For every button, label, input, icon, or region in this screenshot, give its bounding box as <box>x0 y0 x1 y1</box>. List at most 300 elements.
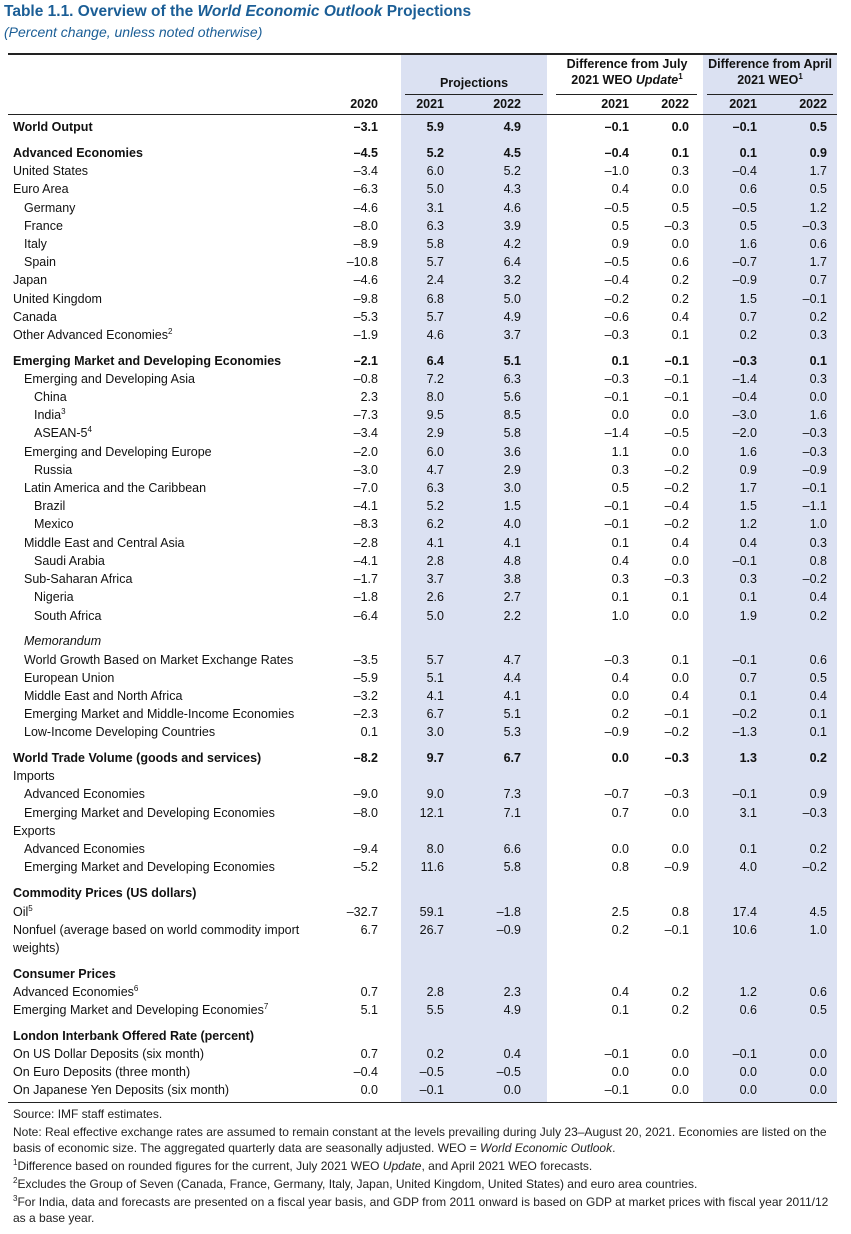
value-cell: 0.3 <box>611 572 629 586</box>
value-cell: 0.0 <box>739 1065 757 1079</box>
value-cell: –1.3 <box>732 725 757 739</box>
value-cell: 0.4 <box>671 310 689 324</box>
value-cell: –0.7 <box>604 787 629 801</box>
value-cell: –0.9 <box>664 860 689 874</box>
footnote-marker: 2 <box>167 327 173 336</box>
value-cell: 0.1 <box>671 146 689 160</box>
value-cell: 4.9 <box>503 310 521 324</box>
table-row <box>0 965 851 983</box>
value-cell: –0.9 <box>496 923 521 937</box>
table-bottom-rule <box>8 1102 837 1103</box>
value-cell: 6.0 <box>426 445 444 459</box>
value-cell: 26.7 <box>419 923 444 937</box>
value-cell: 5.1 <box>503 354 521 368</box>
table-row <box>0 1063 851 1081</box>
value-cell: 1.7 <box>809 164 827 178</box>
table-row <box>0 461 851 479</box>
value-cell: 0.4 <box>611 671 629 685</box>
value-cell: –32.7 <box>346 905 378 919</box>
value-cell: 5.0 <box>426 182 444 196</box>
row-label: China <box>34 390 67 404</box>
value-cell: –0.1 <box>664 923 689 937</box>
table-row <box>0 785 851 803</box>
value-cell: 0.5 <box>671 201 689 215</box>
value-cell: 0.4 <box>671 536 689 550</box>
value-cell: –1.4 <box>604 426 629 440</box>
table-row <box>0 370 851 388</box>
value-cell: 7.1 <box>503 806 521 820</box>
row-label: Other Advanced Economies$^2$ <box>13 327 173 342</box>
row-label: Low-Income Developing Countries <box>24 725 216 739</box>
row-label: Emerging Market and Developing Economies <box>13 354 282 368</box>
value-cell: –2.0 <box>353 445 378 459</box>
table-row <box>0 983 851 1001</box>
row-label: Commodity Prices (US dollars) <box>13 886 197 900</box>
value-cell: 2.8 <box>426 985 444 999</box>
table-row <box>0 1027 851 1045</box>
value-cell: –2.0 <box>732 426 757 440</box>
value-cell: 0.2 <box>809 310 827 324</box>
value-cell: 5.6 <box>503 390 521 404</box>
value-cell: 0.2 <box>671 292 689 306</box>
row-label: Advanced Economies <box>24 842 145 856</box>
value-cell: 0.5 <box>809 182 827 196</box>
value-cell: –8.2 <box>353 751 378 765</box>
value-cell: 5.2 <box>426 499 444 513</box>
table-row <box>0 352 851 370</box>
value-cell: 0.3 <box>809 372 827 386</box>
value-cell: 0.7 <box>360 1047 378 1061</box>
value-cell: 5.7 <box>426 653 444 667</box>
value-cell: 0.5 <box>611 219 629 233</box>
value-cell: 1.3 <box>739 751 757 765</box>
row-label: Middle East and North Africa <box>24 689 183 703</box>
general-note: Note: Real effective exchange rates are assumed to remain constant at the levels prevailing during July 23–August 20, 2021. Economies are listed on the basis of economic size. The aggregated quarterly data are seasonally adjusted. WEO = World Economic Outlook. <box>13 1125 827 1155</box>
value-cell: 59.1 <box>419 905 444 919</box>
value-cell: 0.0 <box>611 408 629 422</box>
value-cell: 2.9 <box>503 463 521 477</box>
value-cell: –1.8 <box>496 905 521 919</box>
year-2020: 2020 <box>350 97 378 111</box>
table-row <box>0 162 851 180</box>
value-cell: 0.7 <box>611 806 629 820</box>
value-cell: 6.4 <box>503 255 521 269</box>
footnote-marker: 6 <box>133 984 139 993</box>
table-row <box>0 939 851 957</box>
value-cell: –0.1 <box>604 517 629 531</box>
year-2021-april: 2021 <box>729 97 757 111</box>
row-label: Advanced Economies <box>13 146 143 160</box>
value-cell: –0.2 <box>664 517 689 531</box>
value-cell: –0.2 <box>802 860 827 874</box>
value-cell: 0.9 <box>809 146 827 160</box>
value-cell: –4.6 <box>353 201 378 215</box>
value-cell: 6.0 <box>426 164 444 178</box>
table-row <box>0 497 851 515</box>
value-cell: 0.2 <box>611 923 629 937</box>
row-label: Emerging Market and Developing Economies <box>24 806 275 820</box>
value-cell: 0.6 <box>739 1003 757 1017</box>
value-cell: –0.1 <box>419 1083 444 1097</box>
table-row <box>0 651 851 669</box>
value-cell: 5.3 <box>503 725 521 739</box>
row-label: Spain <box>24 255 56 269</box>
value-cell: –3.0 <box>353 463 378 477</box>
table-row <box>0 424 851 442</box>
value-cell: 0.1 <box>611 354 629 368</box>
value-cell: 0.0 <box>671 1065 689 1079</box>
value-cell: 5.5 <box>426 1003 444 1017</box>
value-cell: 4.3 <box>503 182 521 196</box>
value-cell: 1.9 <box>739 609 757 623</box>
value-cell: 0.6 <box>809 653 827 667</box>
row-label: Nigeria <box>34 590 74 604</box>
table-row <box>0 921 851 939</box>
value-cell: 4.9 <box>503 120 521 134</box>
value-cell: 0.0 <box>611 751 629 765</box>
table-row <box>0 290 851 308</box>
value-cell: 0.3 <box>809 328 827 342</box>
table-row <box>0 253 851 271</box>
value-cell: –0.3 <box>732 354 757 368</box>
value-cell: 6.6 <box>503 842 521 856</box>
value-cell: 3.6 <box>503 445 521 459</box>
value-cell: 3.2 <box>503 273 521 287</box>
value-cell: 6.3 <box>503 372 521 386</box>
value-cell: 8.5 <box>503 408 521 422</box>
value-cell: –7.0 <box>353 481 378 495</box>
value-cell: 4.9 <box>503 1003 521 1017</box>
value-cell: 4.8 <box>503 554 521 568</box>
table-title: Table 1.1. Overview of the World Economic Outlook Projections <box>4 3 472 20</box>
value-cell: 5.2 <box>503 164 521 178</box>
value-cell: –0.1 <box>732 554 757 568</box>
value-cell: 17.4 <box>732 905 757 919</box>
value-cell: –0.1 <box>664 354 689 368</box>
row-label: South Africa <box>34 609 102 623</box>
value-cell: 0.0 <box>503 1083 521 1097</box>
value-cell: 2.3 <box>503 985 521 999</box>
value-cell: –0.5 <box>496 1065 521 1079</box>
value-cell: –0.2 <box>802 572 827 586</box>
value-cell: 0.1 <box>360 725 378 739</box>
footnote-2: $^2$Excludes the Group of Seven (Canada, France, Germany, Italy, Japan, United Kingdom, United States) and euro area countries. <box>13 1176 698 1191</box>
value-cell: –4.1 <box>353 499 378 513</box>
value-cell: 1.5 <box>739 292 757 306</box>
table-row <box>0 515 851 533</box>
row-label: Middle East and Central Asia <box>24 536 185 550</box>
value-cell: 0.7 <box>739 671 757 685</box>
value-cell: 0.0 <box>611 1065 629 1079</box>
value-cell: 0.1 <box>671 653 689 667</box>
value-cell: 9.5 <box>426 408 444 422</box>
value-cell: 5.8 <box>503 860 521 874</box>
value-cell: 0.2 <box>739 328 757 342</box>
row-label: Euro Area <box>13 182 69 196</box>
value-cell: –3.4 <box>353 164 378 178</box>
value-cell: 0.0 <box>671 1047 689 1061</box>
value-cell: 0.8 <box>611 860 629 874</box>
value-cell: –0.2 <box>664 725 689 739</box>
table-row <box>0 840 851 858</box>
value-cell: –8.9 <box>353 237 378 251</box>
value-cell: 0.1 <box>611 536 629 550</box>
row-label: Emerging Market and Developing Economies <box>24 860 275 874</box>
value-cell: –0.3 <box>604 328 629 342</box>
value-cell: 0.1 <box>739 842 757 856</box>
value-cell: 0.3 <box>739 572 757 586</box>
row-label: Saudi Arabia <box>34 554 105 568</box>
value-cell: 4.5 <box>503 146 521 160</box>
value-cell: –1.0 <box>604 164 629 178</box>
value-cell: –0.5 <box>664 426 689 440</box>
table-row <box>0 1081 851 1099</box>
row-label: Latin America and the Caribbean <box>24 481 207 495</box>
row-label: European Union <box>24 671 115 685</box>
table-row <box>0 406 851 424</box>
value-cell: 2.6 <box>426 590 444 604</box>
value-cell: 6.2 <box>426 517 444 531</box>
row-label: Emerging and Developing Europe <box>24 445 212 459</box>
value-cell: 2.9 <box>426 426 444 440</box>
row-label: Consumer Prices <box>13 967 116 981</box>
value-cell: 0.7 <box>360 985 378 999</box>
value-cell: –0.5 <box>732 201 757 215</box>
footnote-marker: 5 <box>28 904 33 913</box>
value-cell: 0.9 <box>809 787 827 801</box>
value-cell: –0.4 <box>353 1065 378 1079</box>
value-cell: –9.8 <box>353 292 378 306</box>
value-cell: 4.1 <box>426 689 444 703</box>
value-cell: –10.8 <box>346 255 378 269</box>
value-cell: –0.1 <box>732 1047 757 1061</box>
table-row <box>0 479 851 497</box>
value-cell: –0.4 <box>604 273 629 287</box>
value-cell: 0.6 <box>809 985 827 999</box>
value-cell: –2.1 <box>353 354 378 368</box>
value-cell: 1.1 <box>611 445 629 459</box>
row-label: Canada <box>13 310 57 324</box>
value-cell: 2.2 <box>503 609 521 623</box>
table-row <box>0 767 851 785</box>
value-cell: 2.4 <box>426 273 444 287</box>
value-cell: 0.1 <box>739 146 757 160</box>
value-cell: –0.1 <box>604 120 629 134</box>
value-cell: 2.7 <box>503 590 521 604</box>
value-cell: 8.0 <box>426 842 444 856</box>
table-row <box>0 534 851 552</box>
value-cell: 3.7 <box>426 572 444 586</box>
value-cell: 0.6 <box>739 182 757 196</box>
value-cell: 6.3 <box>426 481 444 495</box>
row-label: weights) <box>13 941 60 955</box>
value-cell: 0.0 <box>360 1083 378 1097</box>
table-subtitle: (Percent change, unless noted otherwise) <box>4 24 263 40</box>
table-row <box>0 271 851 289</box>
row-label: Mexico <box>34 517 74 531</box>
table-row <box>0 326 851 344</box>
value-cell: 0.4 <box>503 1047 521 1061</box>
value-cell: 0.5 <box>809 120 827 134</box>
value-cell: –3.4 <box>353 426 378 440</box>
row-label: United Kingdom <box>13 292 102 306</box>
value-cell: 7.2 <box>426 372 444 386</box>
value-cell: 0.0 <box>671 842 689 856</box>
value-cell: 0.0 <box>671 408 689 422</box>
value-cell: 7.3 <box>503 787 521 801</box>
value-cell: 0.0 <box>739 1083 757 1097</box>
value-cell: 5.1 <box>503 707 521 721</box>
value-cell: –0.9 <box>732 273 757 287</box>
value-cell: 1.6 <box>809 408 827 422</box>
value-cell: –0.1 <box>664 372 689 386</box>
value-cell: 0.8 <box>809 554 827 568</box>
value-cell: –0.1 <box>604 1083 629 1097</box>
value-cell: 0.0 <box>809 1047 827 1061</box>
value-cell: –3.5 <box>353 653 378 667</box>
value-cell: 4.6 <box>503 201 521 215</box>
value-cell: 0.2 <box>671 1003 689 1017</box>
table-row <box>0 443 851 461</box>
table-row <box>0 235 851 253</box>
value-cell: 0.6 <box>671 255 689 269</box>
value-cell: 0.2 <box>671 985 689 999</box>
value-cell: 1.6 <box>739 237 757 251</box>
value-cell: –0.3 <box>802 445 827 459</box>
value-cell: 0.0 <box>671 237 689 251</box>
value-cell: 0.0 <box>671 182 689 196</box>
table-row <box>0 669 851 687</box>
value-cell: 0.9 <box>739 463 757 477</box>
value-cell: 1.0 <box>809 517 827 531</box>
value-cell: 1.2 <box>739 517 757 531</box>
value-cell: 4.1 <box>426 536 444 550</box>
year-2022-proj: 2022 <box>493 97 521 111</box>
source-note: Source: IMF staff estimates. <box>13 1107 163 1121</box>
value-cell: –8.3 <box>353 517 378 531</box>
value-cell: –0.3 <box>802 806 827 820</box>
value-cell: 4.4 <box>503 671 521 685</box>
footnote-marker: 4 <box>87 425 92 434</box>
value-cell: 5.8 <box>503 426 521 440</box>
value-cell: –1.7 <box>353 572 378 586</box>
value-cell: –0.1 <box>664 390 689 404</box>
value-cell: 1.2 <box>739 985 757 999</box>
value-cell: –0.4 <box>732 390 757 404</box>
row-label: Memorandum <box>24 634 102 648</box>
value-cell: 0.4 <box>611 182 629 196</box>
year-2022-july: 2022 <box>661 97 689 111</box>
value-cell: 6.3 <box>426 219 444 233</box>
value-cell: 0.7 <box>809 273 827 287</box>
value-cell: 4.7 <box>426 463 444 477</box>
row-label: Oil$^5$ <box>13 904 33 919</box>
value-cell: 4.2 <box>503 237 521 251</box>
row-label: World Trade Volume (goods and services) <box>13 751 262 765</box>
value-cell: 0.4 <box>809 689 827 703</box>
year-2021-proj: 2021 <box>416 97 444 111</box>
projections-header: Projections <box>439 76 509 90</box>
value-cell: 3.9 <box>503 219 521 233</box>
value-cell: 3.1 <box>739 806 757 820</box>
value-cell: 2.8 <box>426 554 444 568</box>
value-cell: 0.5 <box>809 1003 827 1017</box>
value-cell: 0.0 <box>671 609 689 623</box>
table-row <box>0 632 851 650</box>
row-label: On Euro Deposits (three month) <box>13 1065 191 1079</box>
value-cell: 5.7 <box>426 310 444 324</box>
row-label: Exports <box>13 824 56 838</box>
value-cell: 5.8 <box>426 237 444 251</box>
value-cell: 0.5 <box>809 671 827 685</box>
value-cell: –0.9 <box>802 463 827 477</box>
value-cell: 0.4 <box>809 590 827 604</box>
value-cell: 0.2 <box>611 707 629 721</box>
row-label: Emerging Market and Developing Economies$^7$ <box>13 1002 269 1017</box>
value-cell: –2.8 <box>353 536 378 550</box>
row-label: Sub-Saharan Africa <box>24 572 133 586</box>
value-cell: 0.0 <box>671 120 689 134</box>
value-cell: 0.0 <box>671 1083 689 1097</box>
value-cell: 0.6 <box>809 237 827 251</box>
value-cell: –1.4 <box>732 372 757 386</box>
value-cell: 4.6 <box>426 328 444 342</box>
table-row <box>0 118 851 136</box>
value-cell: –0.1 <box>732 787 757 801</box>
value-cell: 0.3 <box>809 536 827 550</box>
row-label: Advanced Economies <box>24 787 145 801</box>
table-row <box>0 822 851 840</box>
value-cell: –3.0 <box>732 408 757 422</box>
value-cell: 9.0 <box>426 787 444 801</box>
value-cell: –1.9 <box>353 328 378 342</box>
value-cell: –9.0 <box>353 787 378 801</box>
row-label: Emerging Market and Middle-Income Economies <box>24 707 295 721</box>
value-cell: 6.7 <box>360 923 378 937</box>
value-cell: 5.9 <box>426 120 444 134</box>
value-cell: 0.0 <box>671 806 689 820</box>
row-label: On Japanese Yen Deposits (six month) <box>13 1083 230 1097</box>
value-cell: 1.2 <box>809 201 827 215</box>
value-cell: 3.0 <box>426 725 444 739</box>
table-row <box>0 723 851 741</box>
table-row <box>0 884 851 902</box>
value-cell: –0.3 <box>664 572 689 586</box>
value-cell: –0.5 <box>604 255 629 269</box>
value-cell: –0.2 <box>664 463 689 477</box>
value-cell: –0.3 <box>802 426 827 440</box>
row-label: Nonfuel (average based on world commodity import <box>13 923 300 937</box>
value-cell: 2.3 <box>360 390 378 404</box>
value-cell: 6.4 <box>426 354 444 368</box>
value-cell: 0.2 <box>809 842 827 856</box>
value-cell: –0.8 <box>353 372 378 386</box>
value-cell: 4.7 <box>503 653 521 667</box>
value-cell: 2.5 <box>611 905 629 919</box>
value-cell: 0.9 <box>611 237 629 251</box>
row-label: Brazil <box>34 499 66 513</box>
table-row <box>0 217 851 235</box>
value-cell: 0.2 <box>426 1047 444 1061</box>
value-cell: –0.1 <box>604 1047 629 1061</box>
value-cell: –0.1 <box>732 653 757 667</box>
value-cell: 5.0 <box>426 609 444 623</box>
footnote-marker: 7 <box>263 1002 269 1011</box>
value-cell: –7.3 <box>353 408 378 422</box>
value-cell: –2.3 <box>353 707 378 721</box>
value-cell: –0.5 <box>419 1065 444 1079</box>
value-cell: 8.0 <box>426 390 444 404</box>
